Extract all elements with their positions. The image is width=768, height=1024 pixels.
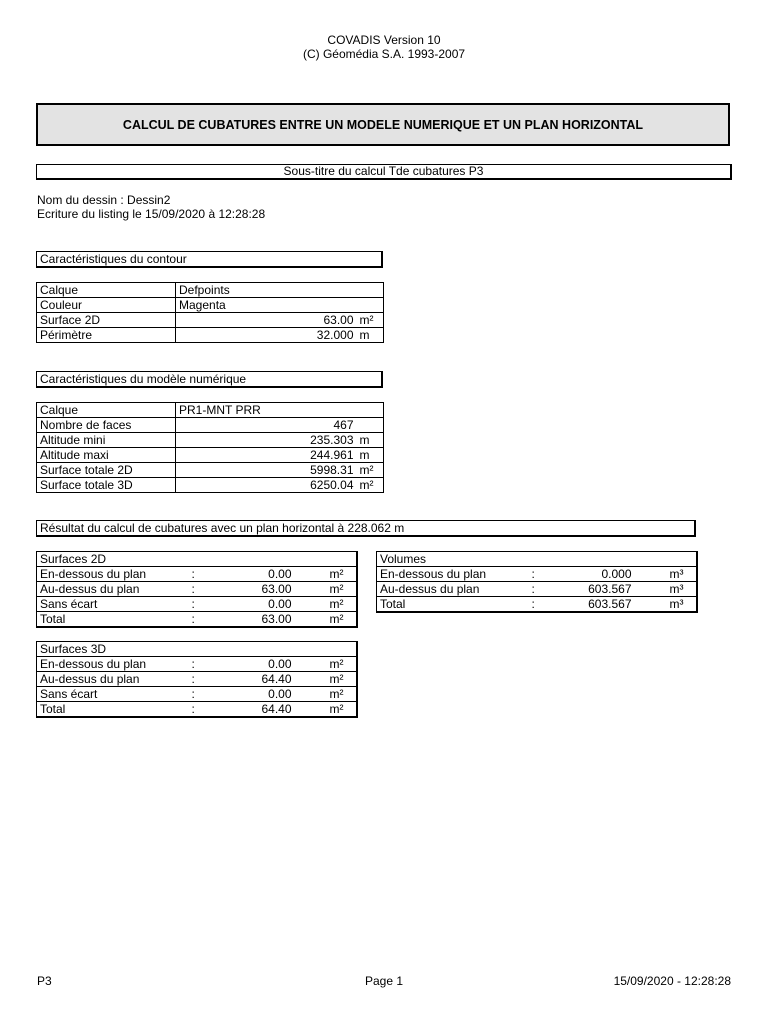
table-row bbox=[37, 612, 357, 628]
result-section-title: Résultat du calcul de cubatures avec un plan horizontal à 228.062 m bbox=[36, 520, 696, 537]
model-section-title: Caractéristiques du modèle numérique bbox=[36, 371, 383, 388]
row-label: Sans écart bbox=[37, 687, 192, 702]
row-unit: m² bbox=[324, 567, 357, 582]
model-value: PR1-MNT PRR bbox=[176, 403, 384, 418]
row-value: 0.00 bbox=[268, 657, 292, 671]
model-value: 235.303 bbox=[176, 433, 354, 448]
table-row bbox=[37, 328, 384, 343]
model-label: Altitude mini bbox=[37, 433, 176, 448]
row-value: 0.00 bbox=[268, 567, 292, 581]
row-separator: : bbox=[191, 567, 195, 581]
model-value: 6250.04 bbox=[176, 478, 354, 493]
table-header bbox=[37, 642, 357, 657]
contour-value: 63.00 bbox=[176, 313, 354, 328]
model-label: Calque bbox=[37, 403, 176, 418]
table-row bbox=[37, 702, 357, 718]
row-unit: m² bbox=[329, 702, 344, 716]
row-value: 0.00 bbox=[268, 687, 292, 701]
surfaces2d-table bbox=[36, 551, 358, 628]
row-separator: : bbox=[191, 612, 195, 626]
model-label: Surface totale 3D bbox=[37, 478, 176, 493]
contour-value: Defpoints bbox=[176, 283, 384, 298]
contour-label: Calque bbox=[37, 283, 176, 298]
table-row bbox=[377, 582, 697, 597]
footer-left: P3 bbox=[37, 974, 52, 988]
row-value: 63.00 bbox=[261, 612, 292, 626]
model-unit bbox=[354, 418, 384, 433]
row-separator: : bbox=[531, 597, 535, 611]
surfaces3d-table bbox=[36, 641, 358, 718]
drawing-name: Nom du dessin : Dessin2 bbox=[37, 193, 171, 207]
row-value: 64.40 bbox=[261, 702, 292, 716]
row-unit: m² bbox=[329, 612, 344, 626]
row-unit: m² bbox=[324, 672, 357, 687]
table-row bbox=[37, 298, 384, 313]
model-unit: m² bbox=[354, 463, 384, 478]
contour-value: Magenta bbox=[176, 298, 384, 313]
table-row bbox=[37, 448, 384, 463]
footer-page: Page 1 bbox=[364, 974, 404, 988]
row-value: 603.567 bbox=[588, 597, 632, 611]
row-separator: : bbox=[191, 582, 195, 596]
row-value: 64.40 bbox=[261, 672, 292, 686]
volumes-title: Volumes bbox=[377, 552, 697, 567]
row-separator: : bbox=[531, 567, 535, 581]
row-value: 63.00 bbox=[261, 582, 292, 596]
row-unit: m² bbox=[324, 657, 357, 672]
row-unit: m³ bbox=[669, 597, 684, 611]
row-label: Au-dessus du plan bbox=[377, 582, 532, 597]
table-row bbox=[37, 313, 384, 328]
table-row bbox=[37, 463, 384, 478]
contour-section-title: Caractéristiques du contour bbox=[36, 251, 383, 268]
model-value: 5998.31 bbox=[176, 463, 354, 478]
model-unit: m bbox=[354, 433, 384, 448]
page-subtitle: Sous-titre du calcul Tde cubatures P3 bbox=[36, 164, 732, 180]
row-separator: : bbox=[191, 657, 195, 671]
row-value: 603.567 bbox=[588, 582, 632, 596]
table-header bbox=[37, 552, 357, 567]
table-row bbox=[37, 597, 357, 612]
contour-label: Périmètre bbox=[37, 328, 176, 343]
contour-value: 32.000 bbox=[176, 328, 354, 343]
row-label: En-dessous du plan bbox=[37, 657, 192, 672]
table-row bbox=[37, 403, 384, 418]
row-separator: : bbox=[531, 582, 535, 596]
volumes-table bbox=[376, 551, 698, 613]
contour-unit: m bbox=[354, 328, 384, 343]
row-value: 0.000 bbox=[601, 567, 632, 581]
model-value: 467 bbox=[176, 418, 354, 433]
row-label: Total bbox=[380, 597, 406, 611]
table-header bbox=[377, 552, 697, 567]
table-row bbox=[37, 433, 384, 448]
contour-unit: m² bbox=[354, 313, 384, 328]
row-label: Au-dessus du plan bbox=[37, 672, 192, 687]
row-label: En-dessous du plan bbox=[377, 567, 532, 582]
model-table bbox=[36, 402, 384, 493]
row-separator: : bbox=[191, 702, 195, 716]
copyright: (C) Géomédia S.A. 1993-2007 bbox=[302, 47, 466, 61]
row-unit: m² bbox=[324, 687, 357, 702]
row-value: 0.00 bbox=[268, 597, 292, 611]
model-label: Nombre de faces bbox=[37, 418, 176, 433]
page-title: CALCUL DE CUBATURES ENTRE UN MODELE NUMERIQUE ET UN PLAN HORIZONTAL bbox=[36, 103, 730, 146]
contour-label: Couleur bbox=[37, 298, 176, 313]
row-label: En-dessous du plan bbox=[37, 567, 192, 582]
model-value: 244.961 bbox=[176, 448, 354, 463]
table-row bbox=[37, 478, 384, 493]
row-label: Total bbox=[40, 702, 66, 716]
row-label: Total bbox=[40, 612, 66, 626]
row-unit: m³ bbox=[664, 582, 697, 597]
contour-table bbox=[36, 282, 384, 343]
software-version: COVADIS Version 10 bbox=[327, 33, 441, 47]
table-row bbox=[37, 672, 357, 687]
listing-date: Ecriture du listing le 15/09/2020 à 12:28:28 bbox=[37, 207, 266, 221]
contour-label: Surface 2D bbox=[37, 313, 176, 328]
row-unit: m³ bbox=[664, 567, 697, 582]
table-row bbox=[37, 283, 384, 298]
table-row bbox=[377, 597, 697, 613]
footer-date: 15/09/2020 - 12:28:28 bbox=[613, 974, 731, 988]
table-row bbox=[37, 657, 357, 672]
surfaces3d-title: Surfaces 3D bbox=[37, 642, 357, 657]
row-unit: m² bbox=[324, 582, 357, 597]
row-label: Au-dessus du plan bbox=[37, 582, 192, 597]
row-unit: m² bbox=[324, 597, 357, 612]
table-row bbox=[37, 418, 384, 433]
row-separator: : bbox=[191, 672, 195, 686]
table-row bbox=[37, 582, 357, 597]
table-row bbox=[37, 687, 357, 702]
model-unit: m² bbox=[354, 478, 384, 493]
surfaces2d-title: Surfaces 2D bbox=[37, 552, 357, 567]
row-separator: : bbox=[191, 687, 195, 701]
table-row bbox=[37, 567, 357, 582]
model-label: Surface totale 2D bbox=[37, 463, 176, 478]
row-label: Sans écart bbox=[37, 597, 192, 612]
model-unit: m bbox=[354, 448, 384, 463]
model-label: Altitude maxi bbox=[37, 448, 176, 463]
row-separator: : bbox=[191, 597, 195, 611]
table-row bbox=[377, 567, 697, 582]
